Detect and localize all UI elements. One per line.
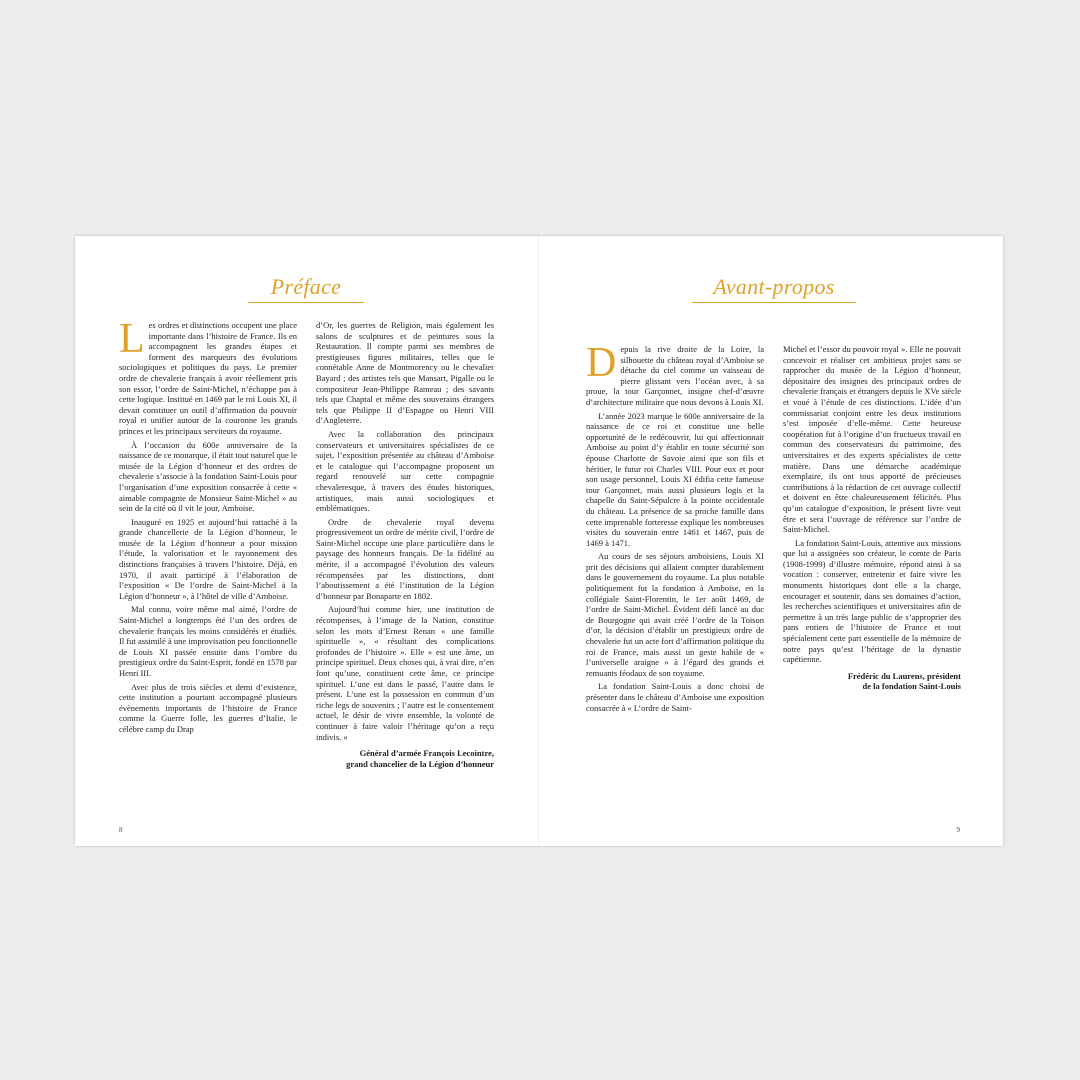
paragraph: L’année 2023 marque le 600e anniversaire de la naissance de ce roi et constitue une belle opportunité de le redécouvrir, lui qui affectionnait Amboise au point d’y établir en toute sécurité son épouse Charlotte de Savoie ainsi que son fils et héritier, le futur roi Charles VIII. Pour eux et pour son usage personnel, Louis XI édifia cette fameuse tour Garçonnet, mais aussi plusieurs logis et la chapelle du Saint-Sépulcre à la pointe occidentale du château. La présence de sa proche famille dans cette imprenable forteresse explique les nombreuses visites du souverain entre 1461 et 1467, puis de 1469 à 1471. <box>586 410 764 548</box>
right-page <box>539 236 1003 846</box>
paragraph: d’Or, les guerres de Religion, mais également les salons de sculptures et de peintures sous la Restauration. Il compte parmi ses membres de prestigieuses figures militaires, telles que le connétable Anne de Montmorency ou le chevalier Bayard ; des artistes tels que Mansart, Pigalle ou le compositeur Jean-Philippe Rameau ; des savants tels que Chaptal et même des souverains étrangers tels que Philippe II d’Espagne ou Henri VIII d’Angleterre. <box>316 320 494 426</box>
paragraph: Aujourd’hui comme hier, une institution de récompenses, à l’image de la Nation, constitue selon les mots d’Ernest Renan « une famille spirituelle », « résultant des complications profondes de l’histoire ». Elle « est une âme, un principe spirituel. Deux choses qui, à vrai dire, n’en font qu’une, constituent cette âme, ce principe spirituel. L’une est dans le passé, l’autre dans le présent. L’une est la possession en commun d’un riche legs de souvenirs ; l’autre est le consentement actuel, le désir de vivre ensemble, la volonté de continuer à faire valoir l’héritage qu’on a reçu indivis. » <box>316 604 494 742</box>
left-column-1 <box>119 316 297 738</box>
drop-cap: D <box>586 340 617 386</box>
right-column-2 <box>783 344 961 692</box>
paragraph: Avec plus de trois siècles et demi d’existence, cette institution a pourtant accompagné plusieurs évènements importants de l’histoire de France comme la Guerre folle, les guerres d’Italie, le célèbre camp du Drap <box>119 681 297 734</box>
left-page <box>75 236 539 846</box>
paragraph: Au cours de ses séjours amboisiens, Louis XI prit des décisions qui allaient compter durablement dans le gouvernement du royaume. La plus notable politiquement fut la fondation à Amboise, en la collégiale Saint-Florentin, le 1er août 1469, de l’ordre de Saint-Michel. Évident défi lancé au duc de Bourgogne qui avait créé l’ordre de la Toison d’or, la décision d’établir un prestigieux ordre de chevalerie fut un acte fort d’affirmation politique du roi de France, mais aussi un geste habile de « l’universelle araigne » à l’égard des grands et remuants féodaux de son royaume. <box>586 551 764 678</box>
paragraph: Avec la collaboration des principaux conservateurs et universitaires spécialistes de ce sujet, l’exposition présentée au château d’Amboise et le catalogue qui l’accompagne proposent un regard renouvelé sur cette compagnie chevaleresque, à travers des études historiques, artistiques, mais aussi sociologiques et emblématiques. <box>316 428 494 514</box>
signature-line-1: Frédéric du Laurens, président <box>847 670 961 681</box>
signature-line-1: Général d’armée François Lecointre, <box>359 748 494 759</box>
right-column-1 <box>586 340 764 716</box>
paragraph: Depuis la rive droite de la Loire, la silhouette du château royal d’Amboise se détache du ciel comme un vaisseau de pierre glissant vers l’océan avec, à sa proue, la tour Garçonnet, insigne chef-d’œuvre d’architecture militaire que nous devons à Louis XI. <box>586 340 764 407</box>
paragraph: Ordre de chevalerie royal devenu progressivement un ordre de mérite civil, l’ordre de Saint-Michel occupe une place particulière dans le paysage des honneurs français. De la fidélité au mérite, il a accompagné l’évolution des valeurs récompensées par les distinctions, dont l’aboutissement a été l’institution de la Légion d’honneur par Bonaparte en 1802. <box>316 516 494 601</box>
paragraph: À l’occasion du 600e anniversaire de la naissance de ce monarque, il était tout naturel que le musée de la Légion d’honneur et des ordres de chevalerie s’associe à la fondation Saint-Louis pour l’organisation d’une exposition consacrée à cette « aimable compagnie de Monsieur Saint-Michel » au sein de la cité où il vit le jour, Amboise. <box>119 439 297 514</box>
paragraph: La fondation Saint-Louis, attentive aux missions que lui a assignées son créateur, le comte de Paris (1908-1999) d’illustre mémoire, répond ainsi à sa vocation : conserver, entretenir et faire vivre les monuments historiques dont elle a la charge, encourager et soutenir, dans ses domaines d’action, les recherches scientifiques et universitaires afin de permettre à un très large public de s’approprier des pans entiers de l’histoire de France et tout spécialement cette part essentielle de la mémoire de notre pays qu’est l’héritage de la dynastie capétienne. <box>783 537 961 665</box>
signature-line-2: grand chancelier de la Légion d’honneur <box>346 758 494 769</box>
paragraph: Les ordres et distinctions occupent une place importante dans l’histoire de France. Ils en accompagnent les grandes étapes et forment des marqueurs des évolutions sociologiques et politiques du pays. Le premier ordre de chevalerie français à avoir réellement pris son essor, l’ordre de Saint-Michel, n’échappe pas à cette logique. Institué en 1469 par le roi Louis XI, il devait constituer un outil d’affirmation du pouvoir royal et unifier autour de la couronne les grands princes et les principaux serviteurs du royaume. <box>119 316 297 436</box>
left-column-2 <box>316 320 494 769</box>
paragraph: Inauguré en 1925 et aujourd’hui rattaché à la grande chancellerie de la Légion d’honneur, le musée de la Légion d’honneur a pour mission l’étude, la valorisation et le rayonnement des distinctions françaises à travers l’histoire. Déjà, en 1970, il avait participé à l’élaboration de l’exposition « De l’ordre de Saint-Michel à la Légion d’honneur », à l’hôtel de ville d’Amboise. <box>119 516 297 601</box>
book-spread <box>75 236 1003 846</box>
signature <box>316 748 494 769</box>
drop-cap: L <box>119 316 145 362</box>
signature <box>783 671 961 692</box>
page-number: 9 <box>956 826 960 834</box>
paragraph: Mal connu, voire même mal aimé, l’ordre de Saint-Michel a longtemps été l’un des ordres de chevalerie français les moins considérés et étudiés. Il fut assimilé à une improvisation peu fonctionnelle de Louis XI passée ensuite dans l’ombre du prestigieux ordre du Saint-Esprit, fondé en 1578 par Henri III. <box>119 604 297 678</box>
paragraph: Michel et l’essor du pouvoir royal ». Elle ne pouvait concevoir et réaliser cet ambitieux projet sans se rapprocher du musée de la Légion d’honneur, dépositaire des insignes des principaux ordres de chevalerie français et étrangers depuis le XVe siècle et voué à l’étude de ces distinctions. L’idée d’un commissariat conjoint entre les deux institutions s’est imposée d’elle-même. Cette heureuse coopération fut à l’origine d’un fructueux travail en commun des conservateurs du patrimoine, des universitaires et des experts spécialistes de cette matière. Dans une démarche académique exemplaire, ils ont tous apporté de précieuses contributions à la rédaction de cet ouvrage collectif et doivent en être chaleureusement félicités. Plus qu’un catalogue d’exposition, le présent livre veut être et sera l’ouvrage de référence sur l’ordre de Saint-Michel. <box>783 344 961 535</box>
page-title-avant-propos: Avant-propos <box>692 274 856 303</box>
page-number: 8 <box>119 826 123 834</box>
signature-line-2: de la fondation Saint-Louis <box>862 681 961 692</box>
page-title-preface: Préface <box>248 274 364 303</box>
paragraph: La fondation Saint-Louis a donc choisi de présenter dans le château d’Amboise une exposition consacrée à « L’ordre de Saint- <box>586 681 764 713</box>
